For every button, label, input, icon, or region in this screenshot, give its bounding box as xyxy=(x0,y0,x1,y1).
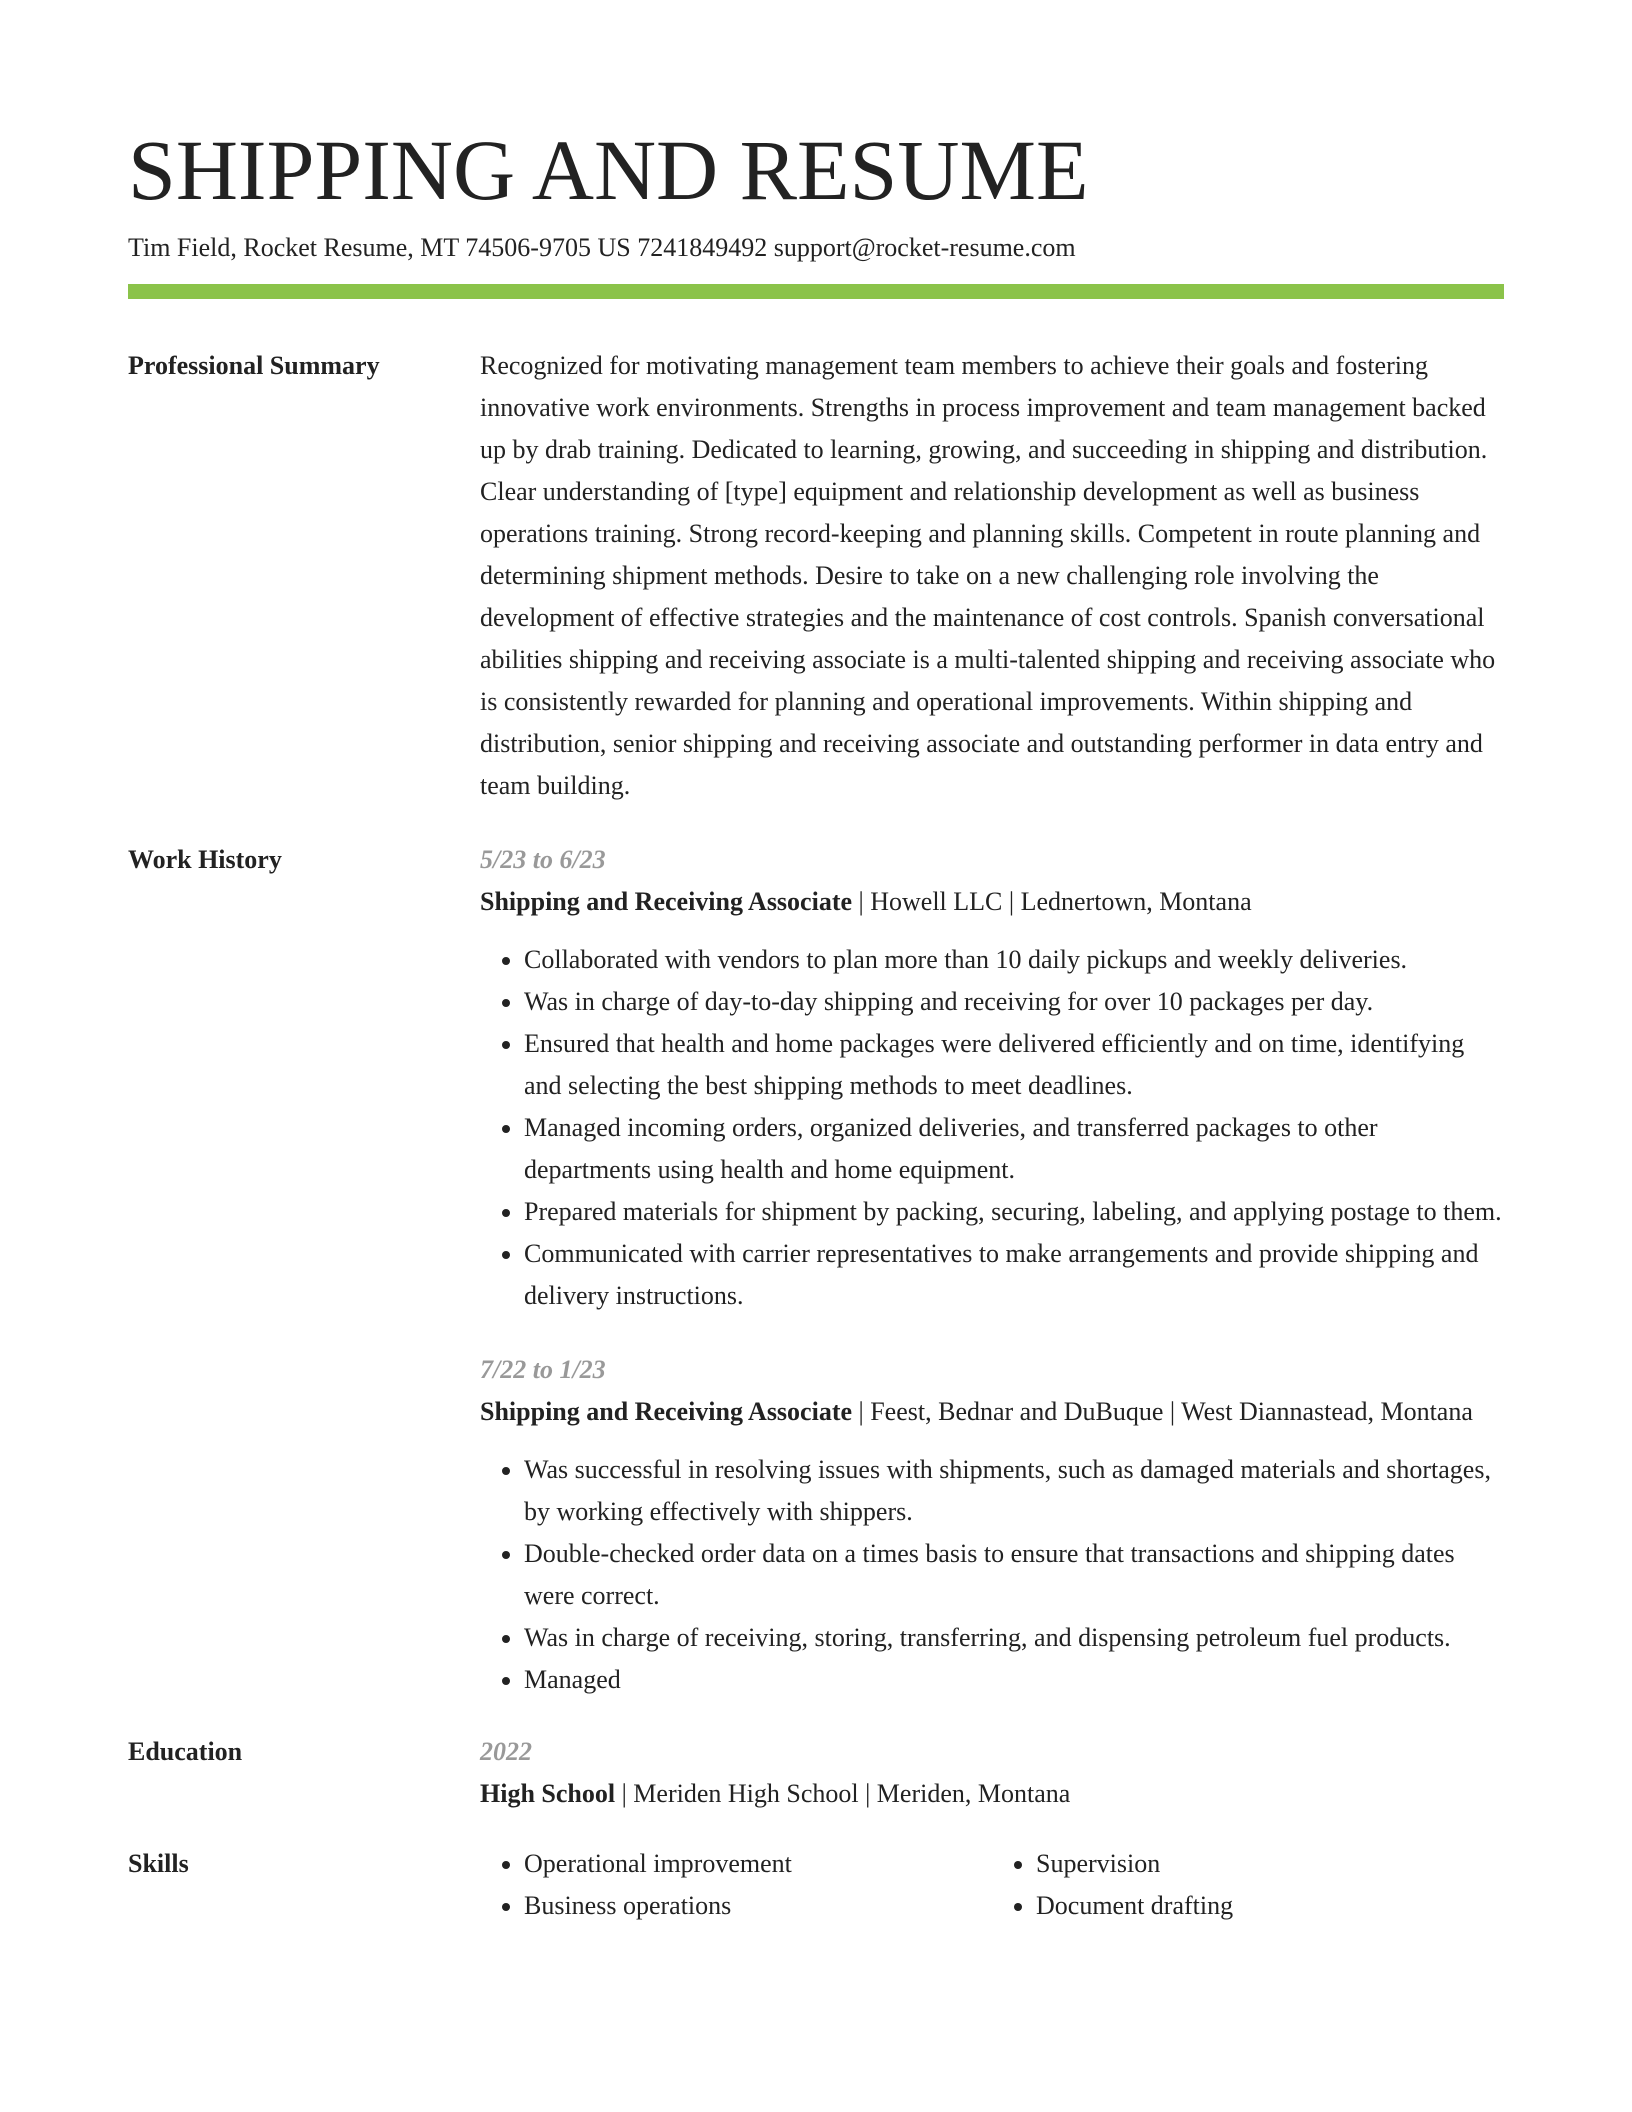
resume-page xyxy=(128,120,1504,1927)
job-dates: 7/22 to 1/23 xyxy=(480,1355,606,1384)
job-heading xyxy=(480,1391,1504,1433)
work-history-content xyxy=(480,839,1504,1701)
education-content xyxy=(480,1731,1504,1815)
job-details: | Feest, Bednar and DuBuque | West Diannastead, Montana xyxy=(852,1397,1473,1426)
job-bullet: • Was in charge of receiving, storing, transferring, and dispensing petroleum fuel products. xyxy=(524,1617,1504,1659)
skills-column-2 xyxy=(992,1843,1504,1927)
skills-content xyxy=(480,1843,1504,1927)
job-bullets xyxy=(480,1449,1504,1701)
education-details: | Meriden High School | Meriden, Montana xyxy=(615,1779,1071,1808)
job-details: | Howell LLC | Lednertown, Montana xyxy=(852,887,1252,916)
contact-line: Tim Field, Rocket Resume, MT 74506-9705 US 7241849492 support@rocket-resume.com xyxy=(128,233,1076,262)
skill-item: • Operational improvement xyxy=(524,1843,992,1885)
accent-divider xyxy=(128,284,1504,299)
job-bullet: • Communicated with carrier representatives to make arrangements and provide shipping and delivery instructions. xyxy=(524,1233,1504,1317)
job-title: Shipping and Receiving Associate xyxy=(480,1397,853,1426)
skill-item: • Supervision xyxy=(1036,1843,1504,1885)
summary-text: Recognized for motivating management team members to achieve their goals and fostering innovative work environments. Strengths in process improvement and team management backed up by drab training. Dedicated to learning, growing, and succeeding in shipping and distribution. Clear understanding of [type] equipment and relationship development as well as business operations training. Strong record-keeping and planning skills. Competent in route planning and determining shipment methods. Desire to take on a new challenging role involving the development of effective strategies and the maintenance of cost controls. Spanish conversational abilities shipping and receiving associate is a multi-talented shipping and receiving associate who is consistently rewarded for planning and operational improvements. Within shipping and distribution, senior shipping and receiving associate and outstanding performer in data entry and team building. xyxy=(480,351,1496,800)
education-degree: High School xyxy=(480,1779,616,1808)
summary-section xyxy=(128,345,1504,807)
job-bullet: • Double-checked order data on a times basis to ensure that transactions and shipping dates were correct. xyxy=(524,1533,1504,1617)
skills-heading: Skills xyxy=(128,1849,189,1878)
job-bullet: • Was successful in resolving issues with shipments, such as damaged materials and shortages, by working effectively with shippers. xyxy=(524,1449,1504,1533)
skill-item: • Document drafting xyxy=(1036,1885,1504,1927)
job-bullet: • Managed xyxy=(524,1659,1504,1701)
job-bullet: • Ensured that health and home packages were delivered efficiently and on time, identifying and selecting the best shipping methods to meet deadlines. xyxy=(524,1023,1504,1107)
job-entry xyxy=(480,839,1504,1317)
education-section xyxy=(128,1731,1504,1815)
job-bullet: • Was in charge of day-to-day shipping and receiving for over 10 packages per day. xyxy=(524,981,1504,1023)
job-bullets xyxy=(480,939,1504,1317)
summary-heading: Professional Summary xyxy=(128,351,380,380)
job-bullet: • Managed incoming orders, organized deliveries, and transferred packages to other departments using health and home equipment. xyxy=(524,1107,1504,1191)
job-bullet: • Collaborated with vendors to plan more than 10 daily pickups and weekly deliveries. xyxy=(524,939,1504,981)
job-title: Shipping and Receiving Associate xyxy=(480,887,853,916)
skill-item: • Business operations xyxy=(524,1885,992,1927)
skills-section xyxy=(128,1843,1504,1927)
skills-column-1 xyxy=(480,1843,992,1927)
work-history-heading: Work History xyxy=(128,845,282,874)
education-heading-line xyxy=(480,1773,1504,1815)
education-heading: Education xyxy=(128,1737,243,1766)
education-year: 2022 xyxy=(480,1737,532,1766)
job-dates: 5/23 to 6/23 xyxy=(480,845,606,874)
job-entry xyxy=(480,1349,1504,1701)
job-bullet: • Prepared materials for shipment by packing, securing, labeling, and applying postage to them. xyxy=(524,1191,1504,1233)
resume-name: SHIPPING AND RESUME xyxy=(128,122,1089,218)
summary-content xyxy=(480,345,1504,807)
job-heading xyxy=(480,881,1504,923)
work-history-section xyxy=(128,839,1504,1701)
